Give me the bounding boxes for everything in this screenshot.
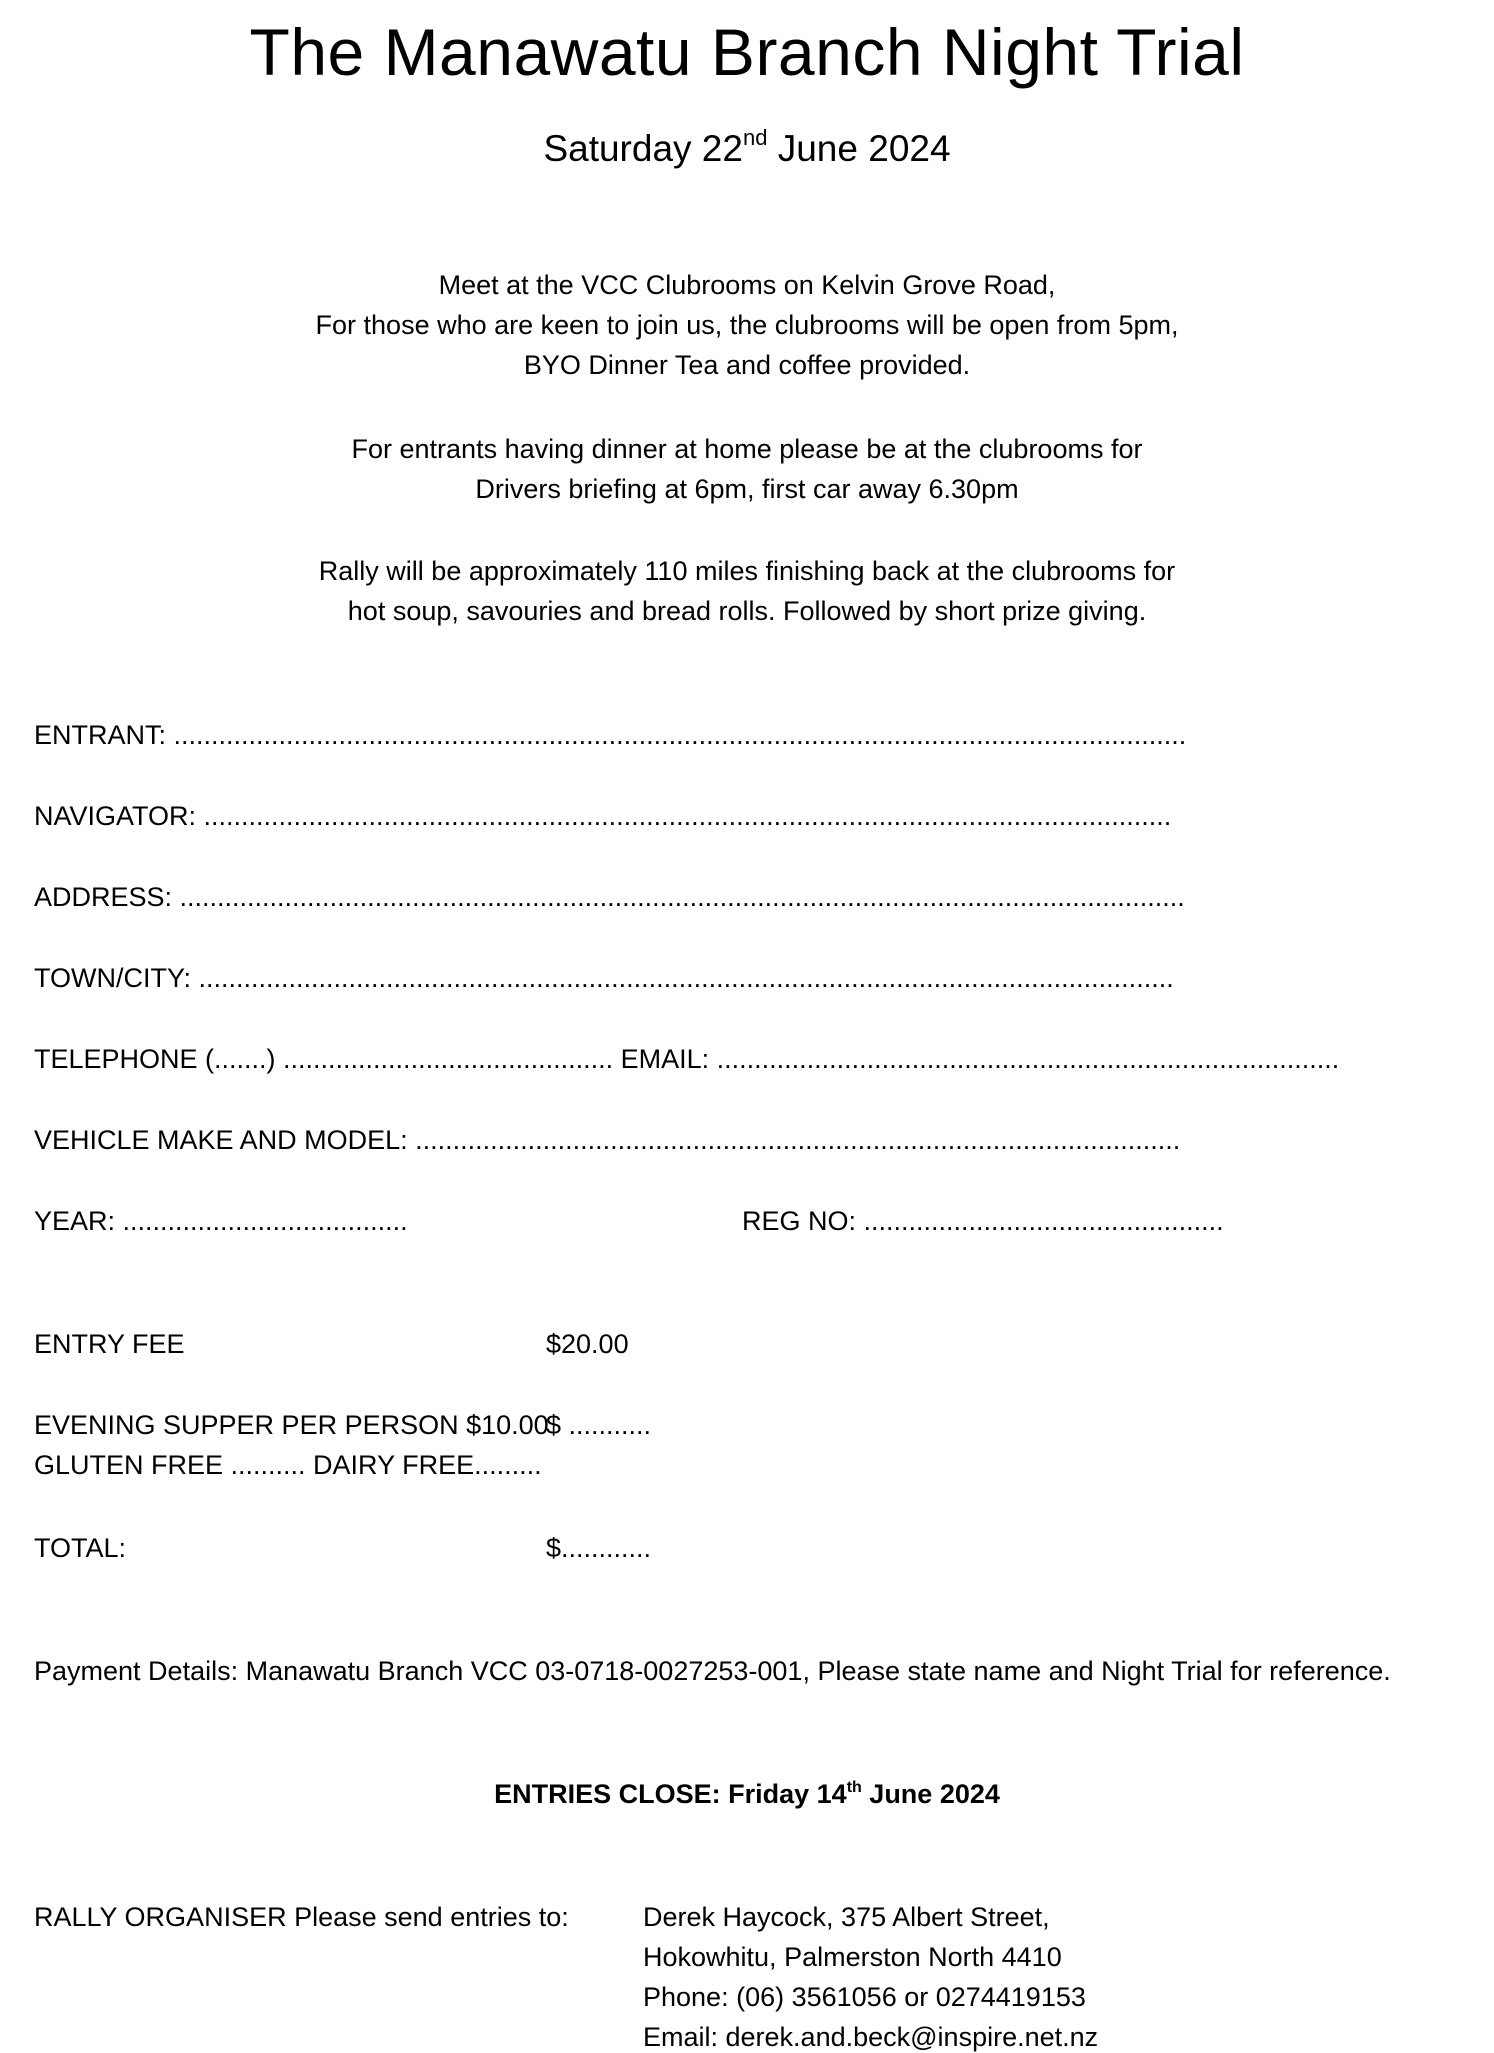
supper-value-field[interactable]: $ ........... <box>546 1410 652 1440</box>
navigator-field[interactable]: NAVIGATOR: ................................................................................................................................. <box>34 801 1172 831</box>
entrant-field[interactable]: ENTRANT: ....................................................................................................................................... <box>34 720 1187 750</box>
payment-details: Payment Details: Manawatu Branch VCC 03-0718-0027253-001, Please state name and Night Trial for reference. <box>34 1656 1391 1686</box>
organiser-phone: Phone: (06) 3561056 or 0274419153 <box>643 1982 1086 2012</box>
organiser-line: Derek Haycock, 375 Albert Street, <box>643 1902 1050 1932</box>
supper-label: EVENING SUPPER PER PERSON $10.00 <box>34 1410 549 1440</box>
document-title: The Manawatu Branch Night Trial <box>249 15 1245 89</box>
address-field[interactable]: ADDRESS: ...................................................................................................................................... <box>34 882 1185 912</box>
event-date-suffix: nd <box>742 125 768 150</box>
entry-fee-value: $20.00 <box>546 1329 629 1359</box>
info-line: Rally will be approximately 110 miles finishing back at the clubrooms for <box>318 556 1176 586</box>
total-label: TOTAL: <box>34 1533 127 1563</box>
organiser-line: Hokowhitu, Palmerston North 4410 <box>643 1942 1062 1972</box>
entries-close-suffix: th <box>846 1779 862 1796</box>
entries-close-prefix: ENTRIES CLOSE: Friday 14 <box>494 1779 847 1809</box>
event-date <box>0 125 1494 170</box>
telephone-field[interactable]: TELEPHONE (.......) ............................................ <box>34 1044 614 1074</box>
info-line: BYO Dinner Tea and coffee provided. <box>523 350 971 380</box>
info-line: Drivers briefing at 6pm, first car away 6.30pm <box>475 474 1019 504</box>
town-city-field[interactable]: TOWN/CITY: .................................................................................................................................. <box>34 963 1174 993</box>
info-line: For entrants having dinner at home please be at the clubrooms for <box>351 434 1143 464</box>
info-line: For those who are keen to join us, the clubrooms will be open from 5pm, <box>315 310 1179 340</box>
organiser-email: Email: derek.and.beck@inspire.net.nz <box>643 2022 1099 2052</box>
event-date-rest: June 2024 <box>767 128 951 169</box>
entry-fee-label: ENTRY FEE <box>34 1329 185 1359</box>
total-value-field[interactable]: $............ <box>546 1533 652 1563</box>
entries-close <box>0 1779 1494 1810</box>
dietary-options[interactable]: GLUTEN FREE .......... DAIRY FREE......... <box>34 1450 542 1480</box>
organiser-label: RALLY ORGANISER Please send entries to: <box>34 1902 569 1932</box>
event-date-prefix: Saturday 22 <box>543 128 743 169</box>
year-field[interactable]: YEAR: ...................................... <box>34 1206 408 1236</box>
reg-no-field[interactable]: REG NO: ................................................ <box>742 1206 1224 1236</box>
email-field[interactable]: EMAIL: ................................................................................... <box>620 1044 1340 1074</box>
info-line: Meet at the VCC Clubrooms on Kelvin Grove Road, <box>438 270 1056 300</box>
info-line: hot soup, savouries and bread rolls. Followed by short prize giving. <box>347 596 1147 626</box>
vehicle-field[interactable]: VEHICLE MAKE AND MODEL: ...................................................................................................... <box>34 1125 1181 1155</box>
telephone-email-row <box>34 1044 1339 1075</box>
entries-close-rest: June 2024 <box>861 1779 1000 1809</box>
